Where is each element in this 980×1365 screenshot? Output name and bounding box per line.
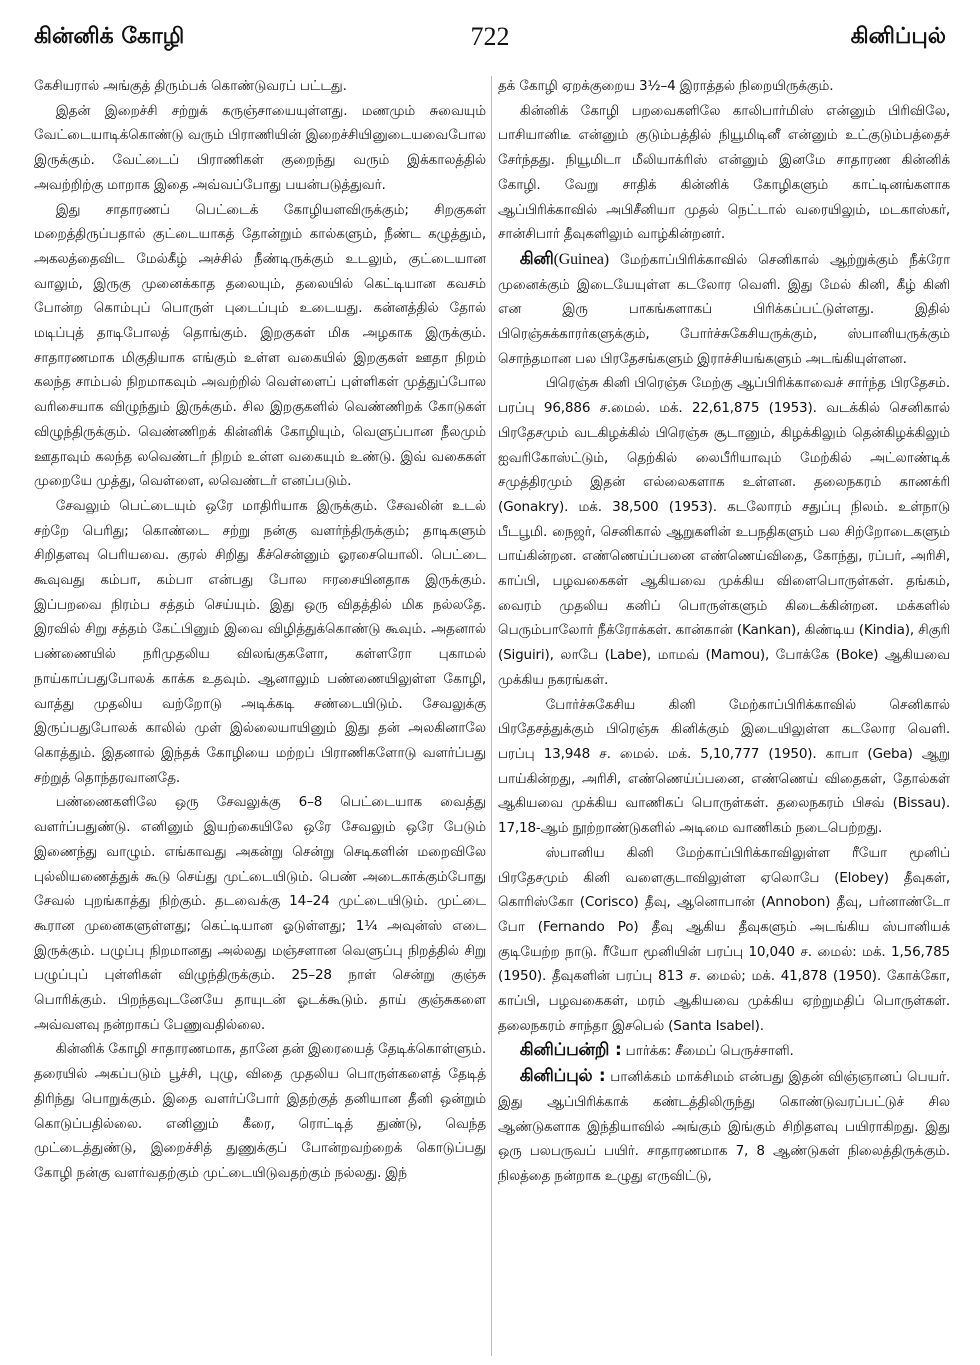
entry-headword: கினிப்புல் :: [519, 1066, 606, 1087]
entry-headword-latin: (Guinea): [553, 250, 609, 268]
paragraph: தக் கோழி ஏறக்குறைய 3½–4 இராத்தல் நிறையிருக்கும்.: [498, 78, 834, 94]
entry-guinea: [498, 247, 950, 372]
paragraph: கின்னிக் கோழி சாதாரணமாக, தானே தன் இரையைத் தேடிக்கொள்ளும். தரையில் அகப்படும் பூச்சி, புழு, விதை முதலிய பொருள்களைத் தேடித் திரிந்து பொறுக்கும். இதை வளர்ப்போர் இதற்குத் தனியான தீனி ஒன்றும் கொடுப்பதில்லை. எனினும் கீரை, ரொட்டித் துண்டு, வெந்த முட்டைத்துண்டு, இறைச்சித் துணுக்குப் போன்றவற்றைக் கொடுப்பது கோழி நன்கு வளர்வதற்கும் முட்டையிடுவதற்கும் நல்லது. இந்: [34, 1041, 486, 1181]
entry-spanish-guinea: ஸ்பானிய கினி மேற்காப்பிரிக்காவிலுள்ள ரீயோ மூனிப் பிரதேசமும் கினி வளைகுடாவிலுள்ள ஏலொபே (Elobey) தீவுகள், கொரிஸ்கோ (Corisco) தீவு, ஆனொபான் (Annobon) தீவு, பர்னாண்டோ போ (Fernando Po) தீவு ஆகிய தீவுகளும் அடங்கிய ஸ்பானியக் குடியேற்ற நாடு. ரீயோ மூனியின் பரப்பு 10,040 ச. மைல்: மக். 1,56,785 (1950). தீவுகளின் பரப்பு 813 ச. மைல்; மக். 41,878 (1950). கோக்கோ, காப்பி, பழவகைகள், மரம் ஆகியவை முக்கிய ஏற்றுமதிப் பொருள்கள். தலைநகரம் சாந்தா இசபெல் (Santa Isabel).: [498, 844, 950, 1034]
running-header: [0, 24, 980, 64]
column-divider: [491, 76, 492, 1356]
entry-portuguese-guinea: போர்ச்சுகேசிய கினி மேற்காப்பிரிக்காவில் செனிகால் பிரதேசத்துக்கும் பிரெஞ்சு கினிக்கும் இடையிலுள்ள கடலோர வெளி. பரப்பு 13,948 ச. மைல். மக். 5,10,777 (1950). காபா (Geba) ஆறு பாய்கின்றது, அரிசி, எண்ணெய்ப்பனை, எண்ணெய் விதைகள், தோல்கள் ஆகியவை முக்கிய வாணிகப் பொருள்கள். தலைநகரம் பிசவ் (Bissau). 17,18-ஆம் நூற்றாண்டுகளில் அடிமை வாணிகம் நடைபெற்றது.: [498, 696, 950, 837]
header-left-guide-word: கின்னிக் கோழி: [34, 24, 185, 49]
entry-french-guinea: பிரெஞ்சு கினி பிரெஞ்சு மேற்கு ஆப்பிரிக்காவைச் சார்ந்த பிரதேசம். பரப்பு 96,886 ச.மைல். மக். 22,61,875 (1953). வடக்கில் செனிகால் பிரதேசமும் வடகிழக்கில் பிரெஞ்சு சூடானும், கிழக்கிலும் தென்கிழக்கிலும் ஐவரிகோஸ்ட்டும், தெற்கில் லைபீரியாவும் மேற்கில் அட்லாண்டிக் சமுத்திரமும் இதன் எல்லைகளாக உள்ளன. தலைநகரம் காணக்ரி (Gonakry). மக். 38,500 (1953). கடலோரம் சதுப்பு நிலம். உள்நாடு பீடபூமி. நைஜர், செனிகால் ஆறுகளின் உபநதிகளும் பல சிற்றோடைகளும் பாய்கின்றன. எண்ணெய்ப்பனை எண்ணெய்விதை, கோந்து, ரப்பர், அரிசி, காப்பி, பழவகைகள் ஆகியவை முக்கிய விளைபொருள்கள். தங்கம், வைரம் முதலிய கனிப் பொருள்களும் கிடைக்கின்றன. மக்களில் பெரும்பாலோர் நீக்ரோக்கள். கான்கான் (Kankan), கிண்டிய (Kindia), சிகுரி (Siguiri), லாபே (Labe), மாமவ் (Mamou), போக்கே (Boke) ஆகியவை முக்கிய நகரங்கள்.: [498, 375, 950, 688]
paragraph: இது சாதாரணப் பெட்டைக் கோழியளவிருக்கும்; சிறகுகள் மறைத்திருப்பதால் குட்டையாகத் தோன்றும் கால்களும், நீண்ட கழுத்தும், அகலத்தைவிட மேல்கீழ் அச்சில் நீண்டிருக்கும் உடலும், குட்டையான வாலும், இருகு முனைக்காத தலையும், தலையில் கெட்டியான கவசம் போன்ற கொம்புப் பொருள் புடைப்பும் உடையது. கன்னத்தில் தோல் மடிப்புத் தாடிபோலத் தொங்கும். இறகுகள் மிக அழகாக இருக்கும். சாதாரணமாக மிகுதியாக எங்கும் உள்ள வகையில் இறகுகள் ஊதா நிறம் கலந்த சாம்பல் நிறமாகவும் அவற்றில் வெள்ளைப் புள்ளிகள் முத்துப்போல வரிசையாக விழுந்தும் இருக்கும். சில இறகுகளில் வெண்ணிறக் கோடுகள் விழுந்திருக்கும். வெண்ணிறக் கின்னிக் கோழியும், வெளுப்பான நீலமும் ஊதாவும் கலந்த லவெண்டர் நிறம் உள்ள வகையும் உண்டு. இவ் வகைகள் முறையே முத்து, வெள்ளை, லவெண்டர் எனப்படும்.: [34, 201, 486, 490]
right-column: [498, 74, 950, 1189]
left-column: [34, 74, 486, 1186]
entry-headword: கினிப்பன்றி :: [519, 1040, 622, 1061]
paragraph: சேவலும் பெட்டையும் ஒரே மாதிரியாக இருக்கும். சேவலின் உடல் சற்றே பெரிது; கொண்டை சற்று நன்கு வளர்ந்திருக்கும்; தாடிகளும் சிறிதளவு பெரியவை. குரல் சிறிது கீச்சென்னும் ஓரசையொலி. பெட்டை கூவுவது கம்பா, கம்பா என்பது போல ஈரசையினதாக இருக்கும். இப்பறவை நிரம்ப சத்தம் செய்யும். இது ஒரு விதத்தில் மிக நல்லதே. இரவில் சிறு சத்தம் கேட்பினும் இவை விழித்துக்கொண்டு கூவும். அதனால் பண்ணையில் நரிமுதலிய விலங்குகளோ, கள்ளரோ புகாமல் நாய்காப்பதுபோலக் காக்க உதவும். ஆனாலும் பண்ணையிலுள்ள கோழி, வாத்து முதலிய வற்றோடு அடிக்கடி சண்டையிடும். சேவலுக்கு இருப்பதுபோலக் காலில் முள் இல்லையாயினும் இது தன் அலகினாலே கொத்தும். இதனால் இந்தக் கோழியை மற்றப் பிராணிகளோடு வளர்ப்பது சற்றுத் தொந்தரவானதே.: [34, 497, 486, 786]
entry-text: மேற்காப்பிரிக்காவில் செனிகால் ஆற்றுக்கும் நீக்ரோ முனைக்கும் இடையேயுள்ள கடலோர வெளி. இது மேல் கினி, கீழ் கினி என இரு பாகங்களாகப் பிரிக்கப்பட்டுள்ளது. இதில் பிரெஞ்சுக்காரர்களுக்கும், போர்ச்சுகேசியருக்கும், ஸ்பானியருக்கும் சொந்தமான பல பிரதேசங்களும் இராச்சியங்களும் அடங்கியுள்ளன.: [498, 251, 950, 367]
paragraph: இதன் இறைச்சி சற்றுக் கருஞ்சாயையுள்ளது. மணமும் சுவையும் வேட்டையாடிக்கொண்டு வரும் பிராணியின் இறைச்சியினுடையவைபோல இருக்கும். வேட்டைப் பிராணிகள் குறைந்து வரும் இக்காலத்தில் அவற்றிற்கு மாறாக இதை அவ்வப்போது பயன்படுத்துவர்.: [34, 102, 486, 193]
paragraph: கேசியரால் அங்குத் திரும்பக் கொண்டுவரப் பட்டது.: [34, 78, 347, 94]
entry-text: பானிக்கம் மாக்சிமம் என்பது இதன் விஞ்ஞானப் பெயர். இது ஆப்பிரிக்காக் கண்டத்திலிருந்து கொண்டுவரப்பட்டுச் சில ஆண்டுகளாக இந்தியாவில் அங்கும் இங்கும் சிறிதளவு பயிராகிறது. இது ஒரு பலபருவப் பயிர். சாதாரணமாக 7, 8 ஆண்டுகள் நிலைத்திருக்கும். நிலத்தை நன்றாக உழுது எருவிட்டு,: [498, 1069, 950, 1184]
entry-guinea-grass: [498, 1064, 950, 1189]
paragraph: பண்ணைகளிலே ஒரு சேவலுக்கு 6–8 பெட்டையாக வைத்து வளர்ப்பதுண்டு. எனினும் இயற்கையிலே ஒரே சேவலும் ஒரே பேடும் இணைந்து வாழும். எங்காவது அகன்று சென்று செடிகளின் மறைவிலே புல்லியணைத்துக் கூடு செய்து முட்டையிடும். பெண் அடைகாக்கும்போது சேவல் புறங்காத்து நிற்கும். தடவைக்கு 14–24 முட்டையிடும். முட்டை கூரான முனைகளுள்ளது; கெட்டியான ஓடுள்ளது; 1¼ அவுன்ஸ் எடை இருக்கும். பழுப்பு நிறமானது அல்லது மஞ்சளான வெளுப்பு நிறத்தில் சிறு பழுப்புப் புள்ளிகள் விழுந்திருக்கும். 25–28 நாள் சென்று குஞ்சு பொரிக்கும். பிறந்தவுடனேயே தாயுடன் ஓடக்கூடும். தாய் குஞ்சுகளை அவ்வளவு நன்றாகப் பேணுவதில்லை.: [34, 794, 486, 1033]
paragraph: கின்னிக் கோழி பறவைகளிலே காலிபார்மிஸ் என்னும் பிரிவிலே, பாசியானிடீ என்னும் குடும்பத்தில் நியூமிடினீ என்னும் உட்குடும்பத்தைச் சேர்ந்தது. நியூமிடா மீலியாக்ரிஸ் என்னும் இனமே சாதாரண கின்னிக் கோழி. வேறு சாதிக் கின்னிக் கோழிகளும் காட்டினங்களாக ஆப்பிரிக்காவில் அபிசீனியா முதல் நெட்டால் வரையிலும், மடகாஸ்கர், சான்சிபார் தீவுகளிலும் வாழ்கின்றனர்.: [498, 102, 950, 243]
entry-headword: கினி: [519, 248, 554, 269]
entry-text: பார்க்க: சீமைப் பெருச்சாளி.: [625, 1043, 794, 1060]
entry-guinea-pig: [498, 1038, 950, 1064]
header-right-guide-word: கினிப்புல்: [850, 24, 946, 49]
page-number: 722: [470, 22, 510, 51]
